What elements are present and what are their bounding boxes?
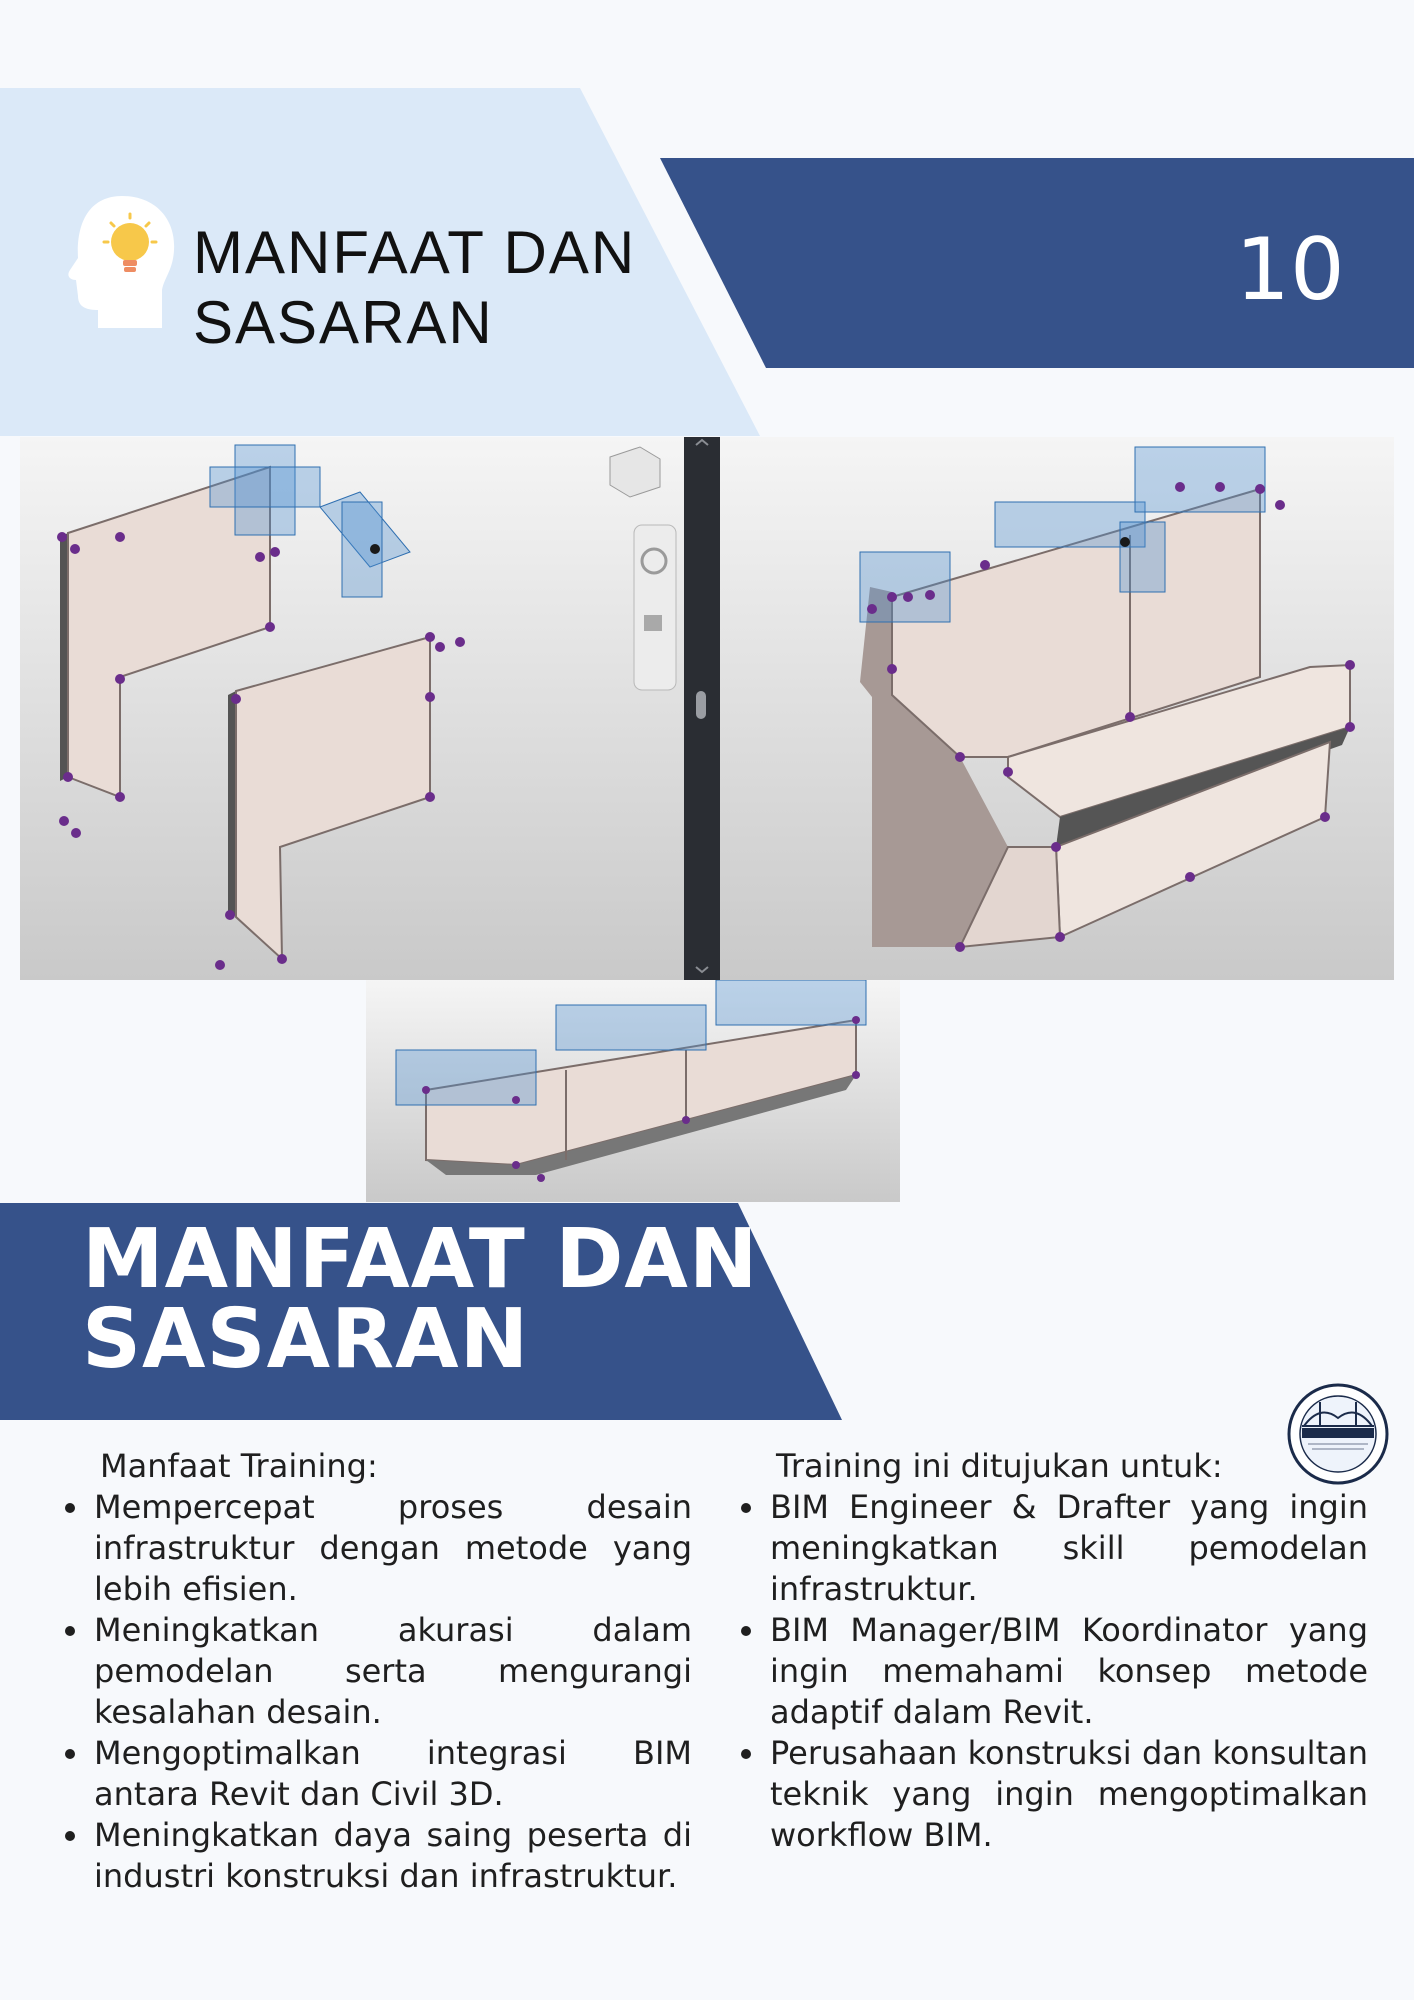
section-title bbox=[82, 1212, 802, 1387]
revit-box-structure-model-screenshot bbox=[366, 980, 900, 1202]
page-title-line2: SASARAN bbox=[193, 289, 494, 356]
revit-wall-model-screenshot bbox=[20, 437, 684, 980]
viewport-scrollbar[interactable] bbox=[684, 437, 720, 980]
revit-retaining-wall-model-screenshot bbox=[720, 437, 1394, 980]
head-lightbulb-icon bbox=[64, 192, 182, 332]
page-number: 10 bbox=[1235, 220, 1345, 320]
audience-item: • BIM Manager/BIM Koordinator yang ingin memahami konsep metode adaptif dalam Revit. bbox=[768, 1610, 1368, 1733]
section-title-line2: SASARAN bbox=[82, 1292, 530, 1387]
benefit-item: • Mempercepat proses desain infrastruktur dengan metode yang lebih efisien. bbox=[92, 1487, 692, 1610]
benefits-heading: Manfaat Training: bbox=[100, 1447, 378, 1485]
audience-list bbox=[738, 1487, 1368, 1856]
benefit-item: • Meningkatkan akurasi dalam pemodelan serta mengurangi kesalahan desain. bbox=[92, 1610, 692, 1733]
page-title-line1: MANFAAT DAN bbox=[193, 219, 637, 286]
benefit-item: • Meningkatkan daya saing peserta di industri konstruksi dan infrastruktur. bbox=[92, 1815, 692, 1897]
page-title bbox=[193, 218, 663, 358]
benefits-list bbox=[62, 1487, 692, 1897]
audience-column bbox=[738, 1446, 1368, 1856]
audience-heading: Training ini ditujukan untuk: bbox=[776, 1447, 1223, 1485]
audience-item: • BIM Engineer & Drafter yang ingin meningkatkan skill pemodelan infrastruktur. bbox=[768, 1487, 1368, 1610]
benefit-item: • Mengoptimalkan integrasi BIM antara Revit dan Civil 3D. bbox=[92, 1733, 692, 1815]
audience-item: • Perusahaan konstruksi dan konsultan teknik yang ingin mengoptimalkan workflow BIM. bbox=[768, 1733, 1368, 1856]
section-title-line1: MANFAAT DAN bbox=[82, 1212, 759, 1307]
benefits-column bbox=[62, 1446, 692, 1897]
